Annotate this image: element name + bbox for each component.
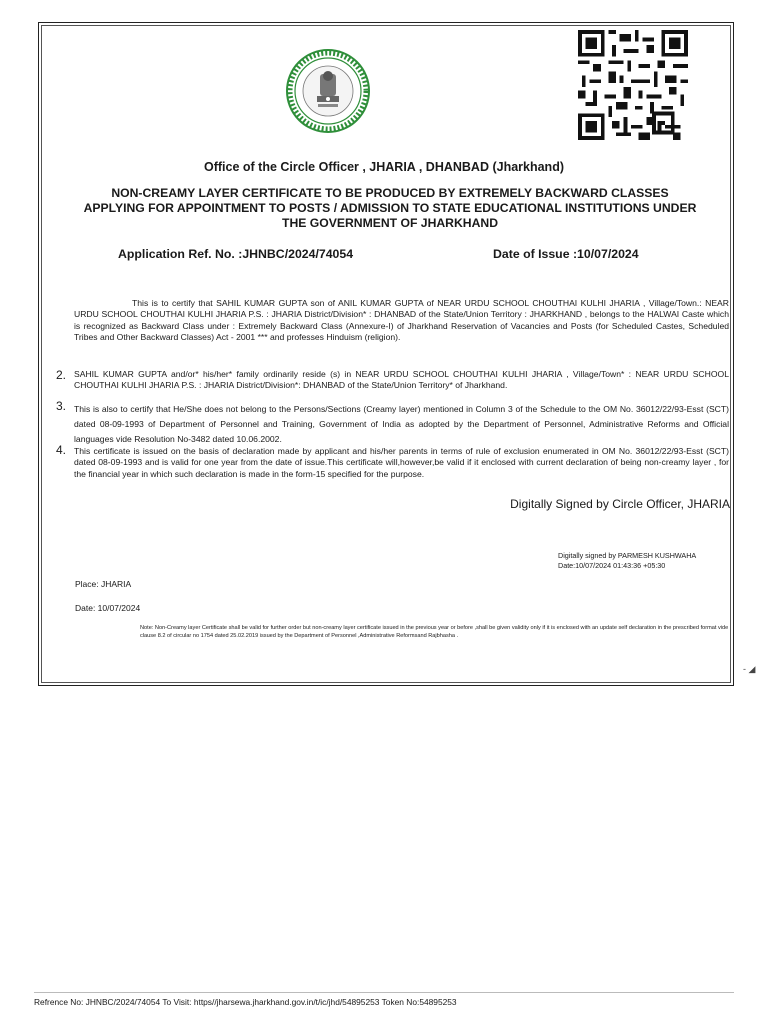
item-number: 4. [56,443,67,457]
validity-note: Note: Non-Creamy layer Certificate shall be valid for further order but non-creamy layer certificate issued in the previous year or before ,shall be given validity only if it is enclosed with an update self declaration in the prescribed format vide clause 8.2 of circular no 1754 dated 25.02.2019 issued by the Department of Personnel ,Administrative Reformsand Rajbhasha . [140,625,729,639]
item-number: 3. [56,399,67,413]
qr-code [575,30,691,140]
state-emblem-seal [285,48,371,134]
application-ref: Application Ref. No. :JHNBC/2024/74054 [118,247,354,261]
creamy-layer-paragraph: This is also to certify that He/She does not belong to the Persons/Sections (Creamy layer) mentioned in Column 3 of the Schedule to the OM No. 36012/22/93-Esst (SCT) dated 08-09-1993 of Department of Personnel and Training, Government of India as adopted by the Department of Personnel, Administrative Reforms and Official languages vide Resolution No-3482 dated 10.06.2002. [74,404,729,444]
footer-reference: Refrence No: JHNBC/2024/74054 To Visit: https//jharsewa.jharkhand.gov.in/t/ic/jhd/54895253 Token No:54895253 [34,997,457,1007]
certificate-title [50,186,730,231]
title-line: THE GOVERNMENT OF JHARKHAND [282,216,498,230]
signer-date: Date:10/07/2024 01:43:36 +05:30 [558,561,666,570]
footer-divider [34,992,734,993]
title-line: APPLYING FOR APPOINTMENT TO POSTS / ADMISSION TO STATE EDUCATIONAL INSTITUTIONS UNDER [83,201,697,215]
scan-mark: - ◢ [743,664,756,674]
signer-block [558,551,696,571]
date-field: Date: 10/07/2024 [75,603,141,613]
signer-name: Digitally signed by PARMESH KUSHWAHA [558,551,697,560]
digital-signature-line: Digitally Signed by Circle Officer, JHARIA [510,497,730,511]
office-heading: Office of the Circle Officer , JHARIA , DHANBAD (Jharkhand) [203,160,564,174]
paragraph-text: This is to certify that SAHIL KUMAR GUPTA son of ANIL KUMAR GUPTA of NEAR URDU SCHOOL CHOUTHAI KULHI JHARIA , Village/Town.: NEAR URDU SCHOOL CHOUTHAI KULHI JHARIA P.S. : JHARIA District/Division* : DHANBAD of the State/Union Territory : JHARKHAND , belongs to the HALWAI Caste which is recognized as Backward Class under : Extremely Backward Class (Annexure-I) of Jharkhand Reservation of Vacancies and Posts (for Scheduled Castes, Scheduled Tribes and Other Backward Classes) Act - 2001 *** and professes Hinduism (religion). [74,298,729,343]
residence-paragraph: SAHIL KUMAR GUPTA and/or* his/her* family ordinarily reside (s) in NEAR URDU SCHOOL CHOUTHAI KULHI JHARIA , Village/Town* : NEAR URDU SCHOOL CHOUTHAI KULHI JHARIA P.S. : JHARIA District/Division*: DHANBAD of the State/Union Territory* of Jharkhand. [74,369,729,391]
title-line: NON-CREAMY LAYER CERTIFICATE TO BE PRODUCED BY EXTREMELY BACKWARD CLASSES [111,186,669,200]
item-number: 2. [56,368,67,382]
date-of-issue: Date of Issue :10/07/2024 [493,247,639,261]
certification-paragraph [74,298,729,344]
place-field: Place: JHARIA [75,579,132,589]
validity-paragraph: This certificate is issued on the basis of declaration made by applicant and his/her parents in terms of rule of exclusion enumerated in OM No. 36012/22/93-Esst (SCT) dated 08-09-1993 and is valid for one year from the date of issue.This certificate will,however,be valid if it enclosed with current declaration of being non-creamy layer , for the financial year in which such declaration is made in the form-15 specified for the purpose. [74,446,729,479]
